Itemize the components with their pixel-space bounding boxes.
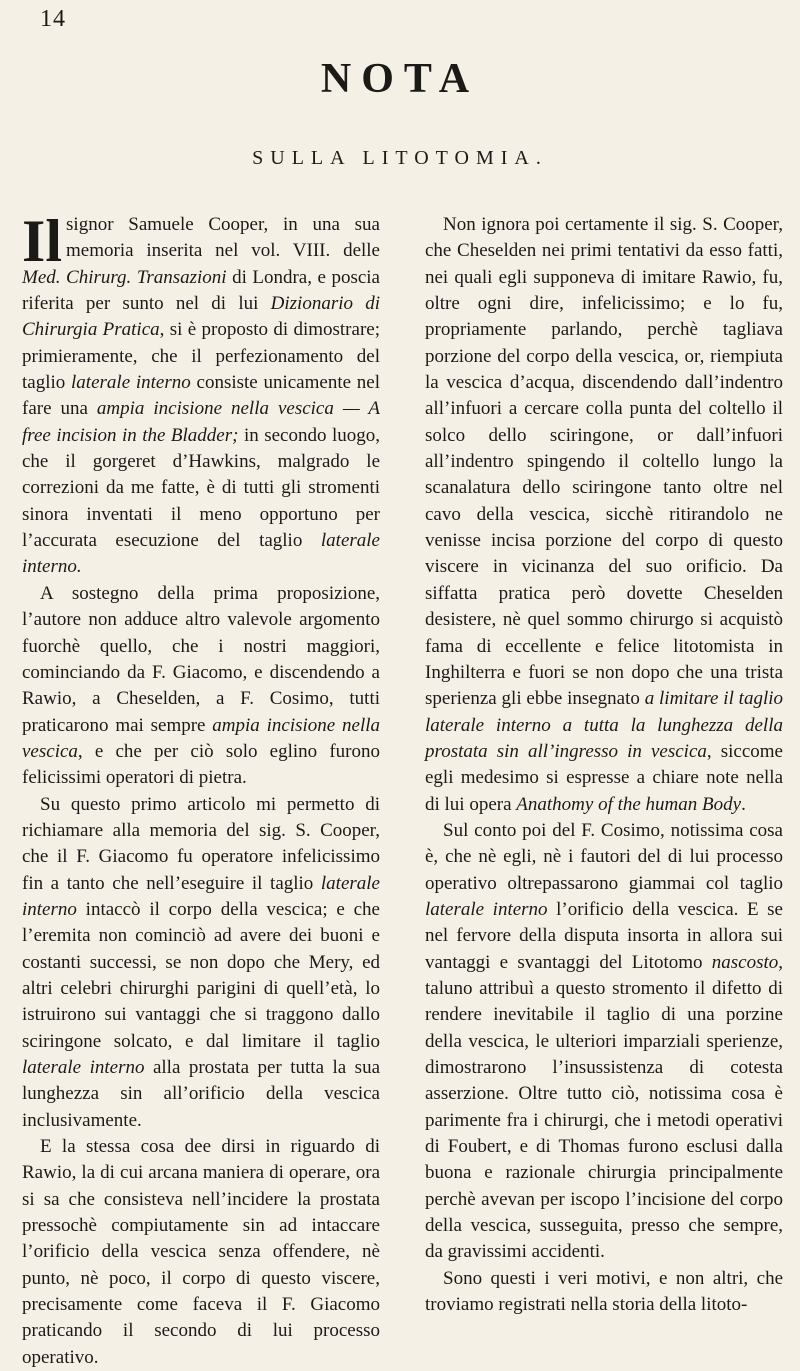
text-run: , si è proposto di dimostrare; primieramente, che il perfezionamento del taglio — [22, 319, 380, 394]
italic-text: Dizionario di Chirurgia Pratica — [22, 293, 381, 341]
text-run: A sostegno della prima proposizione, l’autore non adduce altro valevole argomento fuorchè quello, che i nostri maggiori, cominciando da F. Giacomo, e discendendo a Rawio, a Cheselden, a F. Cosimo, tutti praticarono mai sempre — [22, 582, 380, 736]
text-run: in secondo luogo, che il gorgeret d’Hawkins, malgrado le correzioni da me fatte, è di tutti gli stromenti sinora inventati il meno opportuno per l’accurata esecuzione del taglio — [22, 424, 380, 552]
text-run: alla prostata per tutta la sua lunghezza sin all’orificio della vescica inclusivamente. — [22, 1057, 380, 1131]
text-run: Sono questi i veri motivi, e non altri, che troviamo registrati nella storia della litoto- — [425, 1267, 783, 1316]
text-run: intaccò il corpo della vescica; e che l’eremita non cominciò ad avere dei buoni e costanti successi, se non dopo che Mery, ed altri celebri chirurghi parigini di quell’età, lo istruirono sui vantaggi che si traggono dallo sciringone solcato, e dal limitare il taglio — [22, 898, 380, 1052]
right-column — [425, 212, 783, 1318]
page-title: NOTA — [320, 56, 480, 102]
text-run: E la stessa cosa dee dirsi in riguardo di Rawio, la di cui arcana maniera di operare, ora si sa che consisteva nell’incidere la prostata pressochè compiutamente sin ad intaccare l’orificio della vescica senza offendere, nè punto, nè poco, il corpo di questo viscere, precisamente come faceva il F. Giacomo praticando il secondo di lui processo operativo. — [22, 1136, 380, 1368]
page-number: 14 — [40, 6, 66, 32]
italic-text: Anathomy of the human Body — [516, 793, 742, 815]
drop-cap: Il — [22, 208, 63, 274]
paragraph — [425, 1266, 783, 1319]
page-subtitle: SULLA LITOTOMIA. — [252, 147, 548, 169]
italic-text: a limitare il taglio laterale interno a tutta la lunghezza della prostata sin all’ingresso in vescica — [425, 688, 783, 762]
italic-text: ampia incisione nella vescica — [22, 714, 380, 762]
paragraph — [22, 208, 381, 581]
italic-text: laterale interno. — [22, 530, 380, 578]
text-run: . — [741, 793, 746, 815]
paragraph — [425, 818, 783, 1266]
text-run: Su questo primo articolo mi permetto di richiamare alla memoria del sig. S. Cooper, che il F. Giacomo fu operatore infelicissimo fin a tanto che nell’eseguire il taglio — [22, 793, 380, 894]
text-run: consiste unicamente nel fare una — [22, 372, 380, 420]
italic-text: ampia incisione nella vescica — A free incision in the Bladder; — [22, 398, 380, 446]
italic-text: laterale interno — [22, 1057, 145, 1078]
paragraph — [22, 581, 380, 792]
paragraph — [425, 212, 783, 818]
text-run: Non ignora poi certamente il sig. S. Cooper, che Cheselden nei primi tentativi da esso fatti, nei quali egli supponeva di imitare Rawio, fu, oltre ogni dire, infelicissimo; e lo fu, propriamente parlando, perchè tagliava porzione del corpo della vescica, or, riempiuta la vescica d’acqua, discendendo dall’indentro all’infuori a cercare colla punta del coltello il solco dello sciringone, or dall’infuori all’indentro spingendo il coltello lungo la scanalatura dello sciringone tanto oltre nel cavo della vescica, sicchè ritirandolo ne venisse incisa porzione del corpo di questo viscere in vicinanza del suo orificio. Da siffatta pratica però dovette Cheselden desistere, nè quel sommo chirurgo si acquistò fama di eccellente e felice litotomista in Inghilterra e fuori se non dopo che una trista sperienza gli ebbe insegnato — [425, 214, 783, 710]
italic-text: Med. Chirurg. Transazioni — [22, 266, 227, 288]
text-run: l’orificio della vescica. E se nel fervore della disputa insorta in allora sui vantaggi e svantaggi del Litotomo — [425, 898, 783, 973]
italic-text: laterale interno — [22, 872, 380, 920]
italic-text: laterale interno — [425, 898, 548, 920]
paragraph — [22, 792, 380, 1134]
italic-text: laterale interno — [71, 372, 191, 394]
text-run: , siccome egli medesimo si espresse a chiare note nella di lui opera — [425, 740, 783, 815]
paragraph — [22, 1134, 380, 1371]
text-run: Sul conto poi del F. Cosimo, notissima cosa è, che nè egli, nè i fautori del di lui processo operativo oltrepassarono giammai col taglio — [425, 819, 783, 894]
text-run: , e che per ciò solo eglino furono felicissimi operatori di pietra. — [22, 740, 380, 789]
text-run: signor Samuele Cooper, in una sua memoria inserita nel vol. VIII. delle — [66, 214, 380, 262]
text-run: , taluno attribuì a questo stromento il difetto di rendere inevitabile il taglio di una porzine della vescica, le ulteriori imparziali sperienze, dimostrarono l’insussistenza di cotesta asserzione. Oltre tutto ciò, notissima cosa è parimente fra i chirurgi, che i metodi operativi di Foubert, e di Thomas furono esclusi dalla buona e razionale chirurgia principalmente perchè avevan per iscopo l’incisione del corpo della vescica, susseguita, presso che sempre, da gravissimi accidenti. — [425, 951, 783, 1263]
left-column — [22, 208, 381, 1371]
text-run: di Londra, e poscia riferita per sunto nel di lui — [22, 266, 380, 315]
italic-text: nascosto — [711, 951, 779, 973]
